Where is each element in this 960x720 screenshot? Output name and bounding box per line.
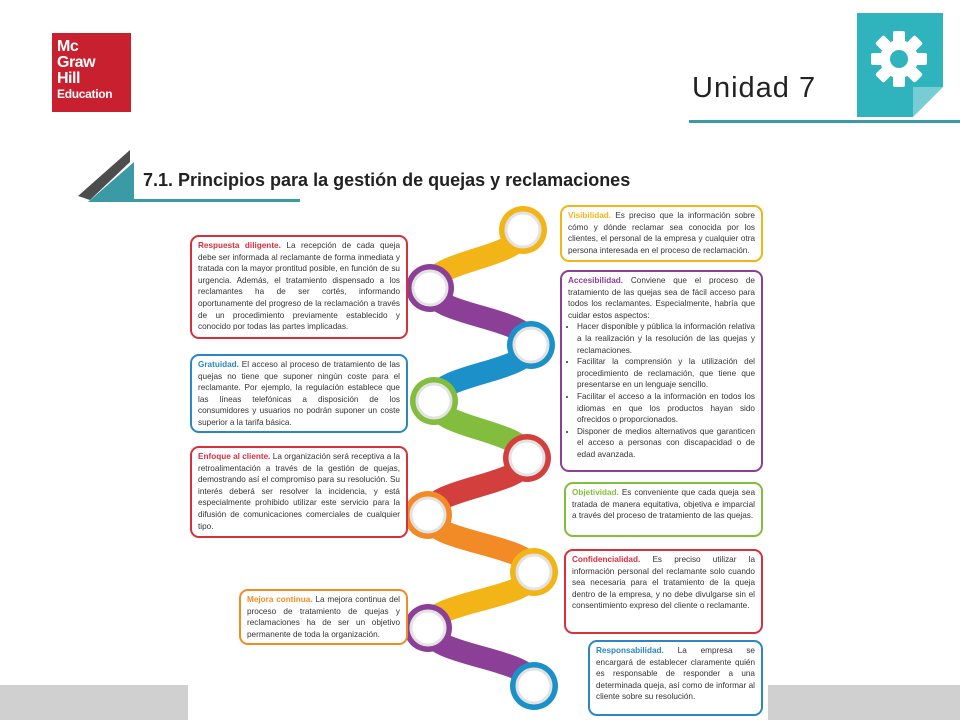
card-title: Visibilidad.	[568, 211, 612, 220]
card-body: Es conveniente que cada queja sea tratada de manera equitativa, objetiva e imparcial a través del proceso de tratamiento de las quejas.	[572, 488, 755, 521]
card-bullet: • Hacer disponible y pública la información relativa a la realización y la resolución de las quejas y reclamaciones.	[577, 321, 755, 356]
card-mejora-continua	[239, 589, 408, 645]
unit-title-rule	[689, 120, 960, 123]
card-bullet: • Disponer de medios alternativos que garanticen el acceso a personas con discapacidad o de edad avanzada.	[577, 426, 755, 461]
card-body: Es preciso que la información sobre cómo y dónde reclamar sea conocida por los clientes, el personal de la empresa y cualquier otra persona interesada en el proceso de reclamación.	[568, 211, 755, 255]
chain-node	[411, 611, 445, 645]
logo-line-4: Education	[57, 87, 113, 101]
card-bullet: • Facilitar la comprensión y la utilización del procedimiento de reclamación, que tiene que presentarse en un lenguaje sencillo.	[577, 356, 755, 391]
card-gratuidad	[190, 354, 408, 433]
chain-node	[517, 555, 551, 589]
card-title: Respuesta diligente.	[198, 241, 281, 250]
card-body: La empresa se encargará de establecer claramente quién es responsable de responder a una determinada queja, así como de informar al cliente sobre su resolución.	[596, 646, 755, 702]
section-decoration-icon	[78, 150, 138, 202]
card-body: El acceso al proceso de tratamiento de las quejas no tiene que suponer ningún coste para el reclamante. Por ejemplo, la regulación establece que las líneas telefónicas a disposición de los consumidores y usuarios no podrán suponer un coste superior a la tarifa básica.	[198, 360, 400, 427]
chain-node	[517, 669, 551, 703]
card-title: Gratuidad.	[198, 360, 239, 369]
card-title: Responsabilidad.	[596, 646, 664, 655]
card-confidencialidad	[564, 549, 763, 634]
card-bullet-list	[568, 321, 755, 460]
card-respuesta-diligente	[190, 235, 408, 339]
section-title-rule	[133, 199, 300, 202]
chain-node	[411, 498, 445, 532]
logo-line-3: Hill	[57, 70, 80, 87]
gear-document-icon	[857, 13, 943, 117]
card-responsabilidad	[588, 640, 763, 716]
chain-node	[417, 384, 451, 418]
chain-node	[514, 328, 548, 362]
mcgraw-hill-logo	[52, 33, 131, 112]
section-title: 7.1. Principios para la gestión de quejas y reclamaciones	[143, 170, 631, 190]
card-body: La recepción de cada queja debe ser informada al reclamante de forma inmediata y tratada con la mayor prontitud posible, en función de su urgencia. Además, el tratamiento dispensado a los reclamantes ha de ser cortés, informando oportunamente del progreso de la reclamación a través de un procedimiento previamente establecido y conocido por todas las partes implicadas.	[198, 241, 400, 332]
card-title: Accesibilidad.	[568, 276, 624, 285]
card-body: La mejora continua del proceso de tratamiento de quejas y reclamaciones ha de ser un objetivo permanente de toda la organización.	[247, 595, 400, 639]
card-body: Es preciso utilizar la información personal del reclamante solo cuando sea necesaria para el tratamiento de la queja dentro de la empresa, y no debe divulgarse sin el consentimiento expreso del cliente o reclamante.	[572, 555, 755, 611]
logo-line-1: Mc	[57, 38, 79, 55]
card-body: Conviene que el proceso de tratamiento de las quejas sea de fácil acceso para todos los reclamantes. Especialmente, habría que cuidar estos aspectos:	[568, 276, 755, 320]
card-title: Mejora continua.	[247, 595, 313, 604]
chain-node	[510, 441, 544, 475]
card-title: Enfoque al cliente.	[198, 452, 271, 461]
unit-title: Unidad 7	[692, 72, 817, 104]
card-objetividad	[564, 482, 763, 537]
logo-line-2: Graw	[57, 54, 96, 71]
chain-node	[506, 213, 540, 247]
card-enfoque-al-cliente	[190, 446, 408, 538]
card-title: Objetividad.	[572, 488, 619, 497]
card-body: La organización será receptiva a la retroalimentación a través de la gestión de quejas, demostrando así el compromiso para su resolución. Su interés deberá ser resolver la incidencia, y está especialmente prohibido utilizar este servicio para la difusión de comunicaciones comerciales de cualquier tipo.	[198, 452, 400, 531]
card-accesibilidad	[560, 270, 763, 472]
card-title: Confidencialidad.	[572, 555, 641, 564]
chain-node	[413, 271, 447, 305]
card-bullet: • Facilitar el acceso a la información en todos los idiomas en que los productos hayan sido ofrecidos o proporcionados.	[577, 391, 755, 426]
principles-infographic	[188, 203, 768, 720]
card-visibilidad	[560, 205, 763, 262]
